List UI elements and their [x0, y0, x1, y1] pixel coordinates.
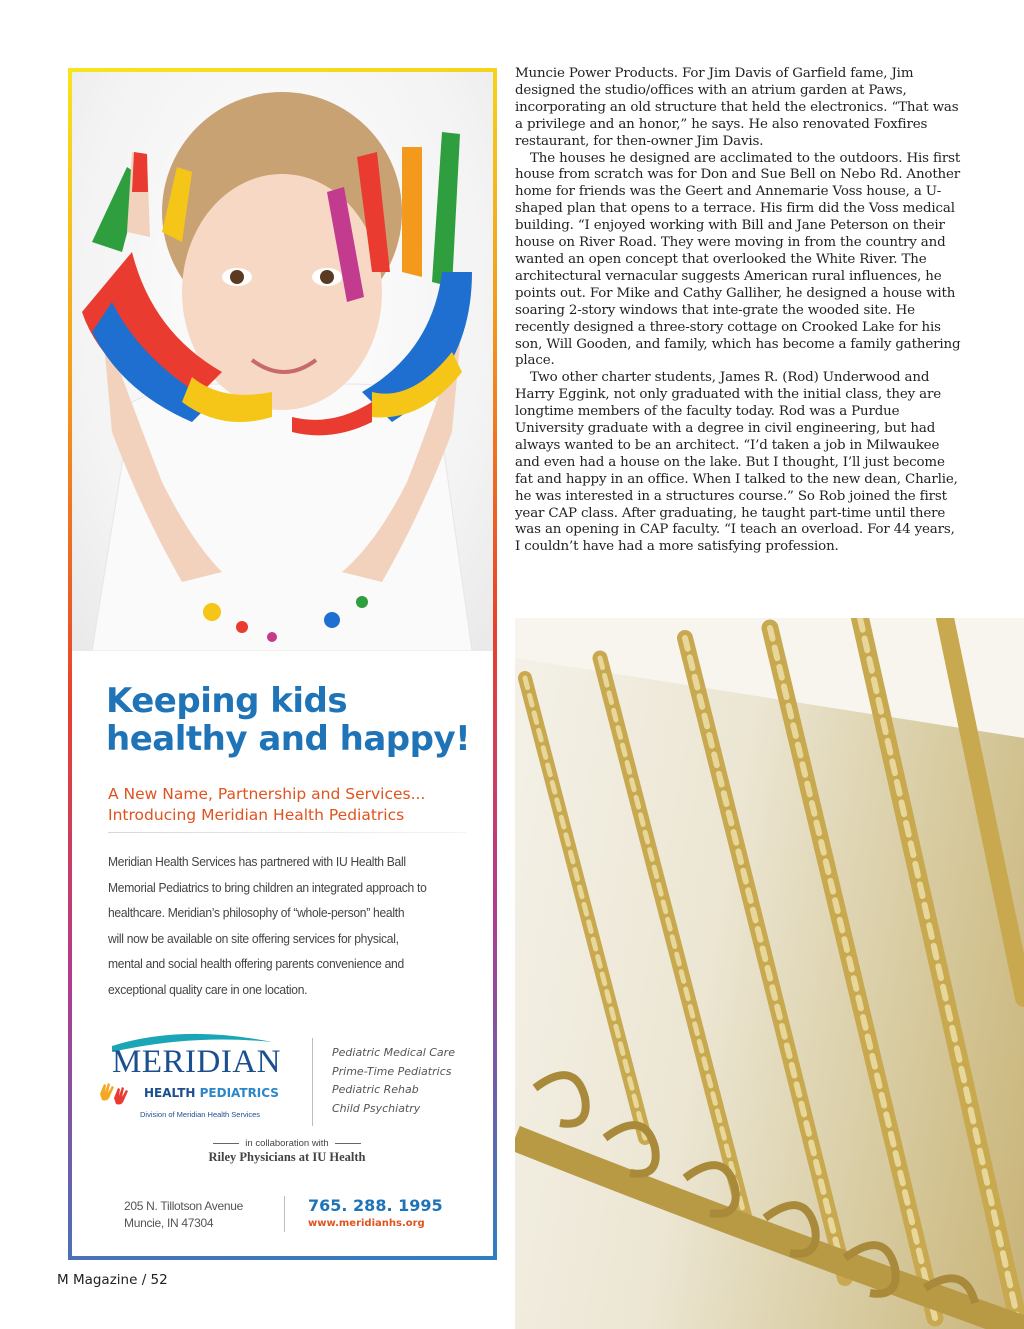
subhead-divider [108, 832, 466, 833]
handprints-icon [96, 1080, 136, 1110]
ad-body-line: exceptional quality care in one location. [108, 982, 308, 997]
collab-label-text: in collaboration with [245, 1138, 329, 1149]
website-link[interactable]: www.meridianhs.org [308, 1218, 425, 1229]
child-painted-hands-photo [72, 72, 493, 651]
ad-content [72, 72, 493, 1256]
logo-pediatrics: PEDIATRICS [199, 1086, 279, 1100]
logo-division: Division of Meridian Health Services [140, 1110, 261, 1119]
subhead-line-1: A New Name, Partnership and Services... [108, 785, 426, 803]
contact-divider [284, 1196, 285, 1232]
staircase-railing-photo [515, 618, 1024, 1329]
service-item: Child Psychiatry [332, 1101, 421, 1115]
ad-headline [106, 682, 486, 758]
ad-body-line: Meridian Health Services has partnered with IU Health Ball [108, 855, 406, 869]
logo-health: HEALTH [144, 1086, 196, 1100]
ad-body-line: mental and social health offering parents convenience and [108, 957, 404, 971]
address [124, 1198, 243, 1232]
ad-body-line: will now be available on site offering services for physical, [108, 931, 399, 946]
subhead-line-2: Introducing Meridian Health Pediatrics [108, 806, 405, 824]
service-item: Pediatric Medical Care [332, 1046, 455, 1059]
phone-number: 765. 288. 1995 [308, 1196, 443, 1215]
ad-body-text [108, 850, 434, 1003]
pediatrics-ad [68, 68, 497, 1260]
services-list [332, 1044, 455, 1118]
service-item: Pediatric Rehab [332, 1083, 419, 1096]
collab-partner: Riley Physicians at IU Health [208, 1150, 366, 1164]
address-line-1: 205 N. Tillotson Avenue [124, 1199, 243, 1213]
article-paragraph: The houses he designed are acclimated to the outdoors. His first house from scratch was for Don and Sue Bell on Nebo Rd. Another home for friends was the Geert and Annemarie Voss house, a U-shaped plan that opens to a terrace. His firm did the Voss medical building. “I enjoyed working with Bill and Jane Peterson on their house on River Road. They were moving in from the country and wanted an open concept that overlooked the White River. The architectural vernacular suggests American rural influences, he points out. For Mike and Cathy Galliher, he designed a house with soaring 2-story windows that inte-grate the wooded site. He recently designed a three-story cottage on Crooked Lake for his son, Will Gooden, and family, which has become a family gathering place. [515, 150, 961, 369]
ad-subhead [108, 784, 468, 834]
collab-label [152, 1138, 422, 1149]
address-line-2: Muncie, IN 47304 [124, 1216, 214, 1230]
article-paragraph: Muncie Power Products. For Jim Davis of Garfield fame, Jim designed the studio/offices with an atrium garden at Paws, incorporating an old structure that held the electronics. “That was a privilege and an honor,” he says. He also renovated Foxfires restaurant, for then-owner Jim Davis. [515, 66, 959, 149]
ad-body-line: Memorial Pediatrics to bring children an integrated approach to [108, 880, 427, 895]
headline-line-2: healthy and happy! [106, 719, 471, 759]
logo-subtitle [144, 1086, 279, 1100]
service-item: Prime-Time Pediatrics [332, 1064, 452, 1078]
page-footer: M Magazine / 52 [57, 1272, 168, 1288]
services-divider [312, 1038, 313, 1126]
logo-name: MERIDIAN [112, 1044, 281, 1080]
ad-body-line: healthcare. Meridian’s philosophy of “whole-person” health [108, 906, 405, 920]
headline-line-1: Keeping kids [106, 681, 348, 721]
article-paragraph: Two other charter students, James R. (Rod) Underwood and Harry Eggink, not only graduated with the initial class, they are longtime members of the faculty today. Rod was a Purdue University graduate with a degree in civil engineering, but had always wanted to be an architect. “I’d taken a job in Milwaukee and even had a house on the lake. But I thought, I’ll just become fat and happy in an office. When I talked to the new dean, Charlie, he was interested in a structures course.” So Rob joined the first year CAP class. After graduating, he taught part-time until there was an opening in CAP faculty. “I teach an overload. For 44 years, I couldn’t have had a more satisfying profession. [515, 370, 958, 555]
meridian-logo [92, 1028, 292, 1128]
article-text [515, 66, 961, 556]
